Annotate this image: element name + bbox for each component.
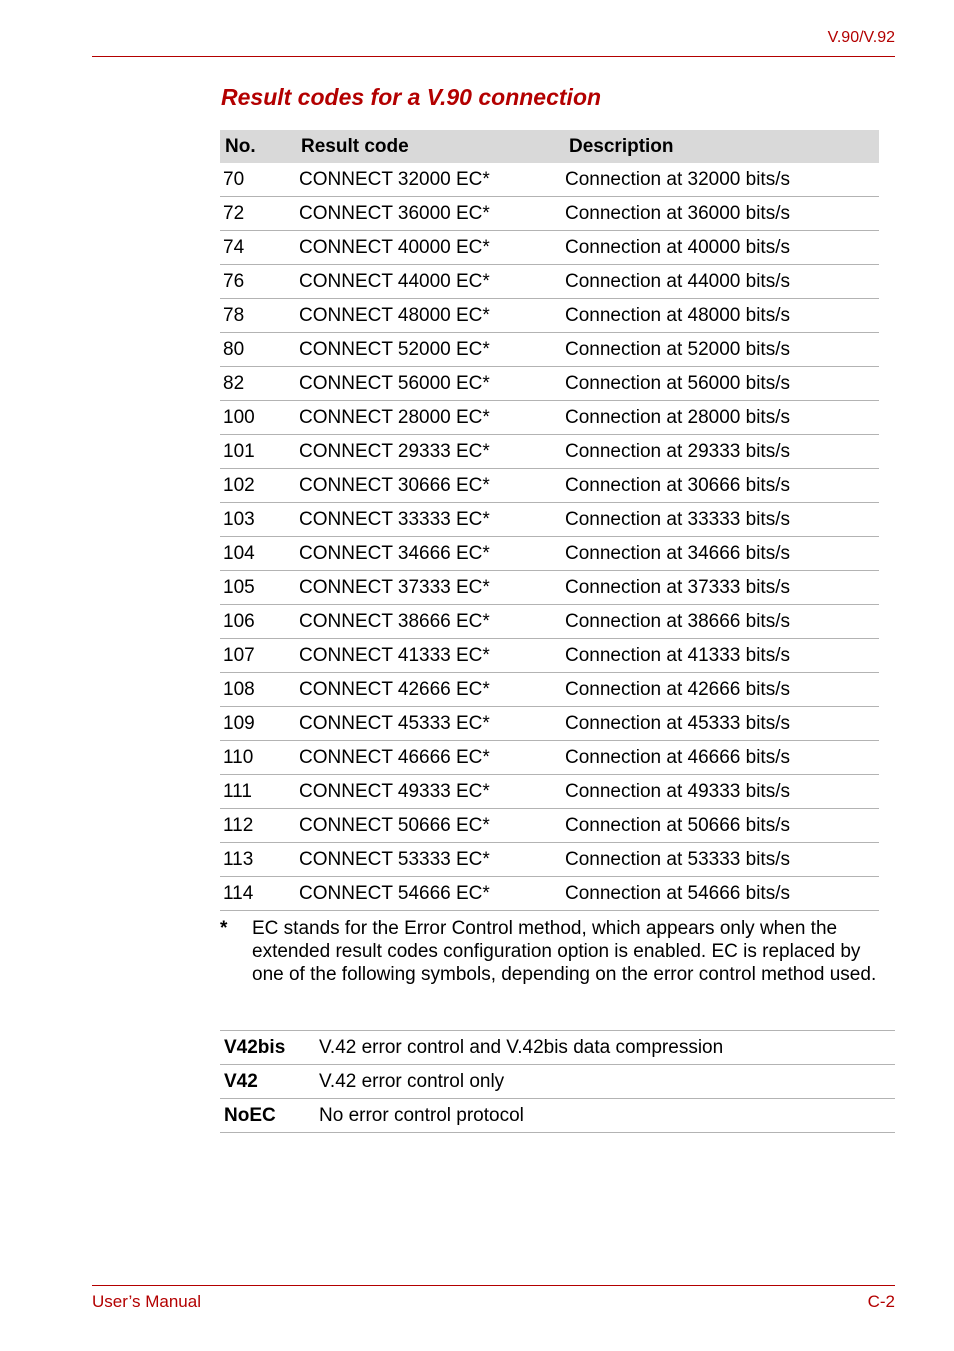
cell-result-code: CONNECT 28000 EC* bbox=[299, 406, 490, 428]
cell-description: Connection at 28000 bits/s bbox=[565, 406, 790, 428]
cell-description: Connection at 53333 bits/s bbox=[565, 848, 790, 870]
footer-manual-label: User’s Manual bbox=[92, 1292, 201, 1311]
cell-result-code: CONNECT 46666 EC* bbox=[299, 746, 490, 768]
table-row bbox=[220, 707, 879, 741]
cell-no: 78 bbox=[223, 304, 245, 326]
cell-result-code: CONNECT 41333 EC* bbox=[299, 644, 490, 666]
cell-description: Connection at 56000 bits/s bbox=[565, 372, 790, 394]
cell-description: Connection at 34666 bits/s bbox=[565, 542, 790, 564]
table-row bbox=[220, 503, 879, 537]
table-row bbox=[220, 435, 879, 469]
cell-description: Connection at 33333 bits/s bbox=[565, 508, 790, 530]
ec-row bbox=[220, 1099, 895, 1133]
cell-result-code: CONNECT 44000 EC* bbox=[299, 270, 490, 292]
cell-no: 108 bbox=[223, 678, 255, 700]
table-row bbox=[220, 231, 879, 265]
ec-row bbox=[220, 1031, 895, 1065]
table-row bbox=[220, 163, 879, 197]
footnote-mark: * bbox=[220, 918, 228, 939]
cell-no: 102 bbox=[223, 474, 255, 496]
table-row bbox=[220, 809, 879, 843]
header-description: Description bbox=[569, 135, 674, 157]
cell-result-code: CONNECT 45333 EC* bbox=[299, 712, 490, 734]
cell-description: Connection at 40000 bits/s bbox=[565, 236, 790, 258]
table-row bbox=[220, 673, 879, 707]
cell-description: Connection at 29333 bits/s bbox=[565, 440, 790, 462]
cell-no: 105 bbox=[223, 576, 255, 598]
cell-result-code: CONNECT 40000 EC* bbox=[299, 236, 490, 258]
cell-description: Connection at 32000 bits/s bbox=[565, 168, 790, 190]
table-row bbox=[220, 197, 879, 231]
cell-no: 74 bbox=[223, 236, 245, 258]
cell-no: 76 bbox=[223, 270, 245, 292]
cell-no: 101 bbox=[223, 440, 255, 462]
cell-no: 111 bbox=[223, 780, 252, 802]
cell-description: Connection at 36000 bits/s bbox=[565, 202, 790, 224]
cell-no: 104 bbox=[223, 542, 255, 564]
table-row bbox=[220, 741, 879, 775]
cell-no: 82 bbox=[223, 372, 245, 394]
running-head: V.90/V.92 bbox=[827, 29, 895, 46]
result-codes-table bbox=[220, 130, 879, 911]
cell-result-code: CONNECT 42666 EC* bbox=[299, 678, 490, 700]
cell-no: 72 bbox=[223, 202, 245, 224]
cell-result-code: CONNECT 56000 EC* bbox=[299, 372, 490, 394]
cell-no: 110 bbox=[223, 746, 254, 768]
table-row bbox=[220, 605, 879, 639]
cell-result-code: CONNECT 30666 EC* bbox=[299, 474, 490, 496]
cell-result-code: CONNECT 36000 EC* bbox=[299, 202, 490, 224]
page-number: C-2 bbox=[867, 1292, 895, 1311]
table-row bbox=[220, 843, 879, 877]
cell-no: 107 bbox=[223, 644, 255, 666]
table-row bbox=[220, 775, 879, 809]
cell-result-code: CONNECT 52000 EC* bbox=[299, 338, 490, 360]
cell-no: 114 bbox=[223, 882, 254, 904]
ec-row bbox=[220, 1065, 895, 1099]
cell-description: Connection at 50666 bits/s bbox=[565, 814, 790, 836]
cell-result-code: CONNECT 49333 EC* bbox=[299, 780, 490, 802]
ec-symbol: V42 bbox=[224, 1070, 258, 1092]
table-row bbox=[220, 877, 879, 911]
header-no: No. bbox=[225, 135, 256, 157]
table-row bbox=[220, 571, 879, 605]
cell-result-code: CONNECT 54666 EC* bbox=[299, 882, 490, 904]
cell-result-code: CONNECT 32000 EC* bbox=[299, 168, 490, 190]
cell-no: 70 bbox=[223, 168, 245, 190]
ec-description: V.42 error control only bbox=[319, 1070, 505, 1092]
cell-no: 80 bbox=[223, 338, 245, 360]
footnote bbox=[220, 917, 895, 986]
cell-result-code: CONNECT 48000 EC* bbox=[299, 304, 490, 326]
ec-description: No error control protocol bbox=[319, 1104, 524, 1126]
table-row bbox=[220, 367, 879, 401]
cell-description: Connection at 54666 bits/s bbox=[565, 882, 790, 904]
cell-result-code: CONNECT 50666 EC* bbox=[299, 814, 490, 836]
ec-symbol: V42bis bbox=[224, 1036, 286, 1058]
cell-description: Connection at 46666 bits/s bbox=[565, 746, 790, 768]
cell-description: Connection at 48000 bits/s bbox=[565, 304, 790, 326]
table-row bbox=[220, 299, 879, 333]
cell-result-code: CONNECT 34666 EC* bbox=[299, 542, 490, 564]
table-row bbox=[220, 639, 879, 673]
cell-result-code: CONNECT 37333 EC* bbox=[299, 576, 490, 598]
table-row bbox=[220, 469, 879, 503]
cell-description: Connection at 30666 bits/s bbox=[565, 474, 790, 496]
table-header-row bbox=[220, 130, 879, 163]
section-title: Result codes for a V.90 connection bbox=[221, 84, 602, 110]
cell-result-code: CONNECT 53333 EC* bbox=[299, 848, 490, 870]
cell-no: 113 bbox=[223, 848, 254, 870]
cell-description: Connection at 37333 bits/s bbox=[565, 576, 790, 598]
footnote-text: EC stands for the Error Control method, which appears only when the extended result codes configuration option is enabled. EC is replaced by one of the following symbols, depending on the error control method used. bbox=[252, 918, 877, 985]
error-control-table bbox=[220, 1030, 895, 1133]
cell-description: Connection at 38666 bits/s bbox=[565, 610, 790, 632]
ec-symbol: NoEC bbox=[224, 1104, 276, 1126]
ec-description: V.42 error control and V.42bis data compression bbox=[319, 1036, 724, 1058]
cell-description: Connection at 45333 bits/s bbox=[565, 712, 790, 734]
cell-description: Connection at 42666 bits/s bbox=[565, 678, 790, 700]
footer-rule bbox=[92, 1285, 895, 1286]
cell-result-code: CONNECT 33333 EC* bbox=[299, 508, 490, 530]
table-body bbox=[220, 163, 879, 911]
cell-description: Connection at 49333 bits/s bbox=[565, 780, 790, 802]
table-row bbox=[220, 537, 879, 571]
table-row bbox=[220, 401, 879, 435]
cell-description: Connection at 41333 bits/s bbox=[565, 644, 790, 666]
cell-no: 109 bbox=[223, 712, 255, 734]
header-rule bbox=[92, 56, 895, 57]
cell-description: Connection at 52000 bits/s bbox=[565, 338, 790, 360]
header-result-code: Result code bbox=[301, 135, 409, 157]
table-row bbox=[220, 265, 879, 299]
cell-no: 112 bbox=[223, 814, 254, 836]
cell-result-code: CONNECT 38666 EC* bbox=[299, 610, 490, 632]
cell-description: Connection at 44000 bits/s bbox=[565, 270, 790, 292]
cell-no: 100 bbox=[223, 406, 255, 428]
cell-result-code: CONNECT 29333 EC* bbox=[299, 440, 490, 462]
cell-no: 103 bbox=[223, 508, 255, 530]
table-row bbox=[220, 333, 879, 367]
cell-no: 106 bbox=[223, 610, 255, 632]
